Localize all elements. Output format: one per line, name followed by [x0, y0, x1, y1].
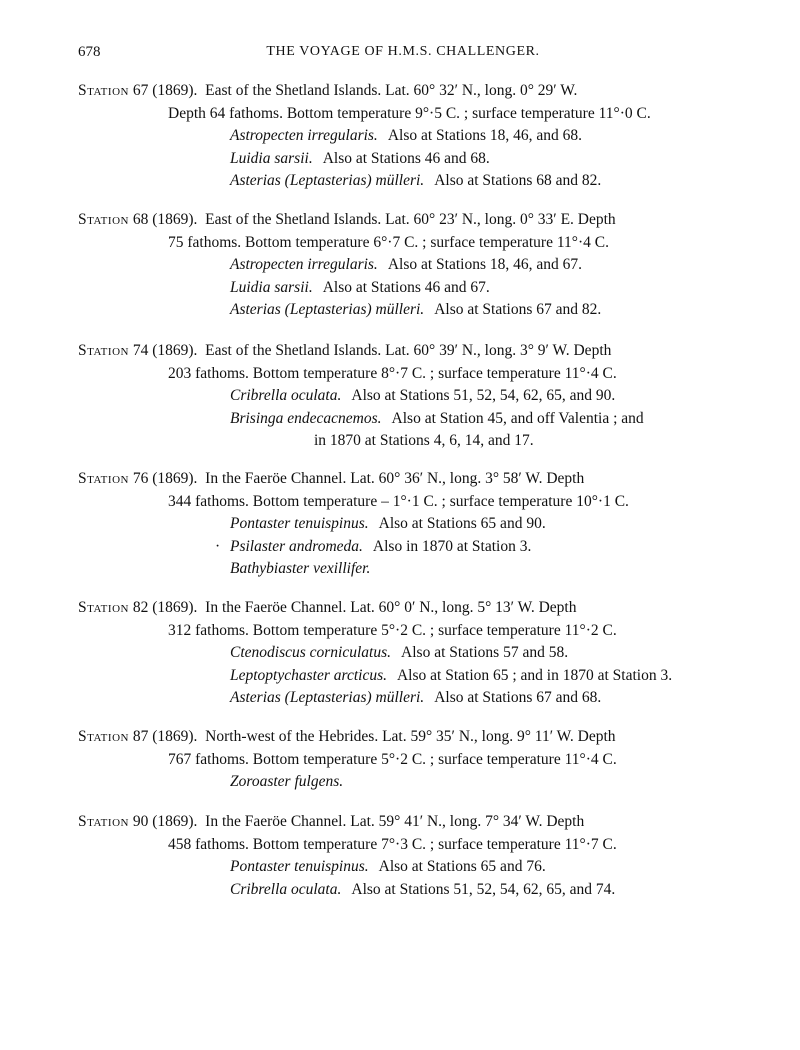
species-name: Asterias (Leptasterias) mülleri.: [230, 172, 425, 189]
station-year: (1869).: [152, 470, 198, 487]
station-year: (1869).: [152, 813, 198, 830]
station-heading: [78, 468, 730, 491]
station-label: Station: [78, 342, 129, 359]
species-entry: [78, 385, 730, 408]
station-label: Station: [78, 813, 129, 830]
species-name: Asterias (Leptasterias) mülleri.: [230, 301, 425, 318]
species-entry: [78, 125, 730, 148]
station-conditions: 75 fathoms. Bottom temperature 6°·7 C. ; surface temperature 11°·4 C.: [168, 233, 609, 251]
species-note: Also in 1870 at Station 3.: [372, 537, 532, 555]
species-list: [78, 856, 730, 901]
station-entry: [78, 340, 730, 453]
station-heading: [78, 811, 730, 834]
page-header: [78, 44, 728, 66]
station-entry: [78, 811, 730, 901]
station-number: 76: [132, 470, 149, 487]
species-name: Bathybiaster vexillifer.: [230, 560, 371, 577]
station-number: 87: [132, 728, 149, 745]
species-note: Also at Station 65 ; and in 1870 at Station 3.: [396, 666, 673, 684]
station-number: 82: [132, 599, 149, 616]
station-location: East of the Shetland Islands. Lat. 60° 23′ N., long. 0° 33′ E. Depth: [205, 211, 616, 228]
species-entry: [78, 665, 730, 688]
station-location: In the Faeröe Channel. Lat. 59° 41′ N., long. 7° 34′ W. Depth: [205, 813, 585, 830]
station-number: 68: [132, 211, 149, 228]
species-entry: [78, 879, 730, 902]
station-location: North-west of the Hebrides. Lat. 59° 35′ N., long. 9° 11′ W. Depth: [205, 728, 616, 745]
station-conditions: 203 fathoms. Bottom temperature 8°·7 C. ; surface temperature 11°·4 C.: [168, 364, 617, 382]
species-list: [78, 642, 730, 710]
species-name: Luidia sarsii.: [230, 149, 313, 167]
station-number: 74: [132, 342, 149, 359]
species-note: Also at Stations 68 and 82.: [434, 172, 602, 189]
station-label: Station: [78, 470, 129, 487]
station-label: Station: [78, 728, 129, 745]
species-name: Zoroaster fulgens.: [230, 773, 344, 790]
species-note: Also at Stations 51, 52, 54, 62, 65, and 90.: [351, 387, 616, 404]
species-entry: [78, 642, 730, 665]
station-heading: [78, 597, 730, 620]
station-location: East of the Shetland Islands. Lat. 60° 32′ N., long. 0° 29′ W.: [205, 82, 578, 99]
species-list: [78, 513, 730, 581]
station-location: In the Faeröe Channel. Lat. 60° 36′ N., long. 3° 58′ W. Depth: [205, 470, 585, 487]
species-name: Brisinga endecacnemos.: [230, 409, 382, 427]
species-note: Also at Stations 46 and 68.: [322, 149, 490, 167]
species-list: [78, 125, 730, 193]
species-entry: [78, 536, 730, 559]
margin-mark: ·: [215, 537, 221, 555]
species-entry: [78, 299, 730, 322]
species-note: Also at Stations 67 and 82.: [434, 301, 602, 318]
species-note: Also at Station 45, and off Valentia ; and: [391, 409, 644, 427]
species-list: [78, 254, 730, 322]
station-heading: [78, 80, 730, 103]
species-entry: [78, 558, 730, 581]
station-entry: [78, 597, 730, 710]
species-name: Cribrella oculata.: [230, 387, 342, 404]
station-entry: [78, 726, 730, 794]
species-entry: [78, 170, 730, 193]
station-label: Station: [78, 82, 129, 99]
species-entry: [78, 408, 730, 453]
station-heading: [78, 340, 730, 363]
species-name: Astropecten irregularis.: [230, 256, 378, 273]
species-name: Astropecten irregularis.: [230, 127, 378, 144]
running-title: THE VOYAGE OF H.M.S. CHALLENGER.: [266, 44, 540, 59]
species-entry: [78, 277, 730, 300]
station-label: Station: [78, 211, 129, 228]
station-entry: [78, 468, 730, 581]
station-number: 67: [132, 82, 149, 99]
species-note: Also at Stations 65 and 90.: [378, 515, 546, 532]
station-year: (1869).: [152, 211, 198, 228]
species-note: Also at Stations 57 and 58.: [401, 644, 569, 661]
species-name: Asterias (Leptasterias) mülleri.: [230, 689, 425, 706]
species-name: Pontaster tenuispinus.: [230, 858, 369, 875]
species-note: Also at Stations 18, 46, and 67.: [387, 256, 582, 273]
species-note: Also at Stations 46 and 67.: [322, 278, 490, 296]
species-entry: [78, 254, 730, 277]
station-location: East of the Shetland Islands. Lat. 60° 39′ N., long. 3° 9′ W. Depth: [205, 342, 612, 359]
station-location: In the Faeröe Channel. Lat. 60° 0′ N., long. 5° 13′ W. Depth: [205, 599, 577, 616]
station-year: (1869).: [152, 728, 198, 745]
station-year: (1869).: [152, 342, 198, 359]
species-note-continued: in 1870 at Stations 4, 6, 14, and 17.: [314, 432, 534, 449]
species-note: Also at Stations 65 and 76.: [378, 858, 546, 875]
species-entry: [78, 148, 730, 171]
species-name: Psilaster andromeda.: [230, 537, 363, 555]
species-name: Pontaster tenuispinus.: [230, 515, 369, 532]
species-list: [78, 385, 730, 453]
station-heading: [78, 209, 730, 232]
species-entry: [78, 856, 730, 879]
species-name: Luidia sarsii.: [230, 278, 313, 296]
station-label: Station: [78, 599, 129, 616]
station-year: (1869).: [152, 599, 198, 616]
species-entry: [78, 687, 730, 710]
station-number: 90: [132, 813, 149, 830]
species-entry: [78, 513, 730, 536]
species-note: Also at Stations 67 and 68.: [434, 689, 602, 706]
station-conditions: Depth 64 fathoms. Bottom temperature 9°·5 C. ; surface temperature 11°·0 C.: [168, 104, 651, 122]
station-entry: [78, 209, 730, 322]
species-note: Also at Stations 51, 52, 54, 62, 65, and 74.: [351, 880, 616, 898]
species-list: [78, 771, 730, 794]
page-number: 678: [78, 44, 101, 60]
species-name: Leptoptychaster arcticus.: [230, 666, 387, 684]
station-conditions: 312 fathoms. Bottom temperature 5°·2 C. ; surface temperature 11°·2 C.: [168, 621, 617, 639]
species-name: Ctenodiscus corniculatus.: [230, 644, 392, 661]
species-entry: [78, 771, 730, 794]
species-note: Also at Stations 18, 46, and 68.: [387, 127, 582, 144]
station-conditions: 767 fathoms. Bottom temperature 5°·2 C. ; surface temperature 11°·4 C.: [168, 750, 617, 768]
station-entry: [78, 80, 730, 193]
species-name: Cribrella oculata.: [230, 880, 342, 898]
station-heading: [78, 726, 730, 749]
station-year: (1869).: [152, 82, 198, 99]
station-conditions: 458 fathoms. Bottom temperature 7°·3 C. ; surface temperature 11°·7 C.: [168, 835, 617, 853]
station-conditions: 344 fathoms. Bottom temperature – 1°·1 C. ; surface temperature 10°·1 C.: [168, 492, 629, 510]
